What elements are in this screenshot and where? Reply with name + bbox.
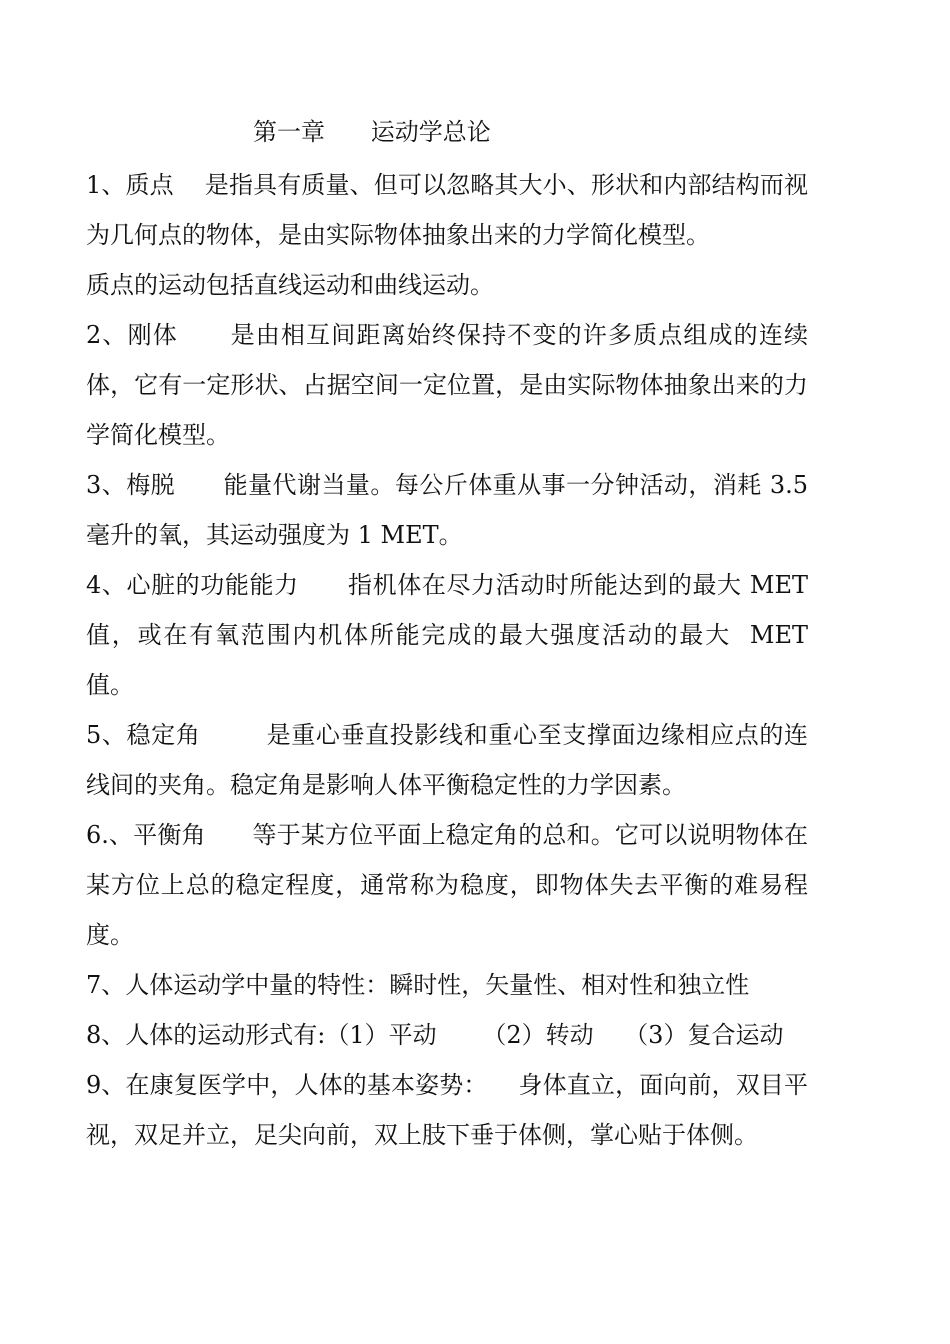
paragraph-mass-point-motion: 质点的运动包括直线运动和曲线运动。	[86, 271, 494, 299]
paragraph-motion-forms: 8、人体的运动形式有:（1）平动 （2）转动 （3）复合运动	[86, 1021, 784, 1049]
paragraph-balance-angle: 6.、平衡角 等于某方位平面上稳定角的总和。它可以说明物体在某方位上总的稳定程度，通常称为稳度，即物体失去平衡的难易程度。	[86, 821, 808, 949]
paragraph-cardiac-capacity: 4、心脏的功能能力 指机体在尽力活动时所能达到的最大 MET 值，或在有氧范围内机体所能完成的最大强度活动的最大 MET 值。	[86, 571, 816, 699]
paragraph-stability-angle: 5、稳定角 是重心垂直投影线和重心至支撑面边缘相应点的连线间的夹角。稳定角是影响人体平衡稳定性的力学因素。	[86, 721, 808, 799]
document-body	[86, 160, 816, 1160]
paragraph-rigid-body: 2、刚体 是由相互间距离始终保持不变的许多质点组成的连续体，它有一定形状、占据空间一定位置，是由实际物体抽象出来的力学简化模型。	[86, 321, 808, 449]
paragraph-mass-point: 1、质点 是指具有质量、但可以忽略其大小、形状和内部结构而视为几何点的物体，是由实际物体抽象出来的力学简化模型。	[86, 171, 808, 249]
chapter-title: 第一章 运动学总论	[253, 118, 491, 146]
paragraph-met: 3、梅脱 能量代谢当量。每公斤体重从事一分钟活动，消耗 3.5 毫升的氧，其运动强度为 1 MET。	[86, 471, 816, 549]
paragraph-basic-posture: 9、在康复医学中，人体的基本姿势： 身体直立，面向前，双目平视，双足并立，足尖向前，双上肢下垂于体侧，掌心贴于体侧。	[86, 1071, 808, 1149]
paragraph-quantity-properties: 7、人体运动学中量的特性：瞬时性，矢量性、相对性和独立性	[86, 971, 750, 999]
